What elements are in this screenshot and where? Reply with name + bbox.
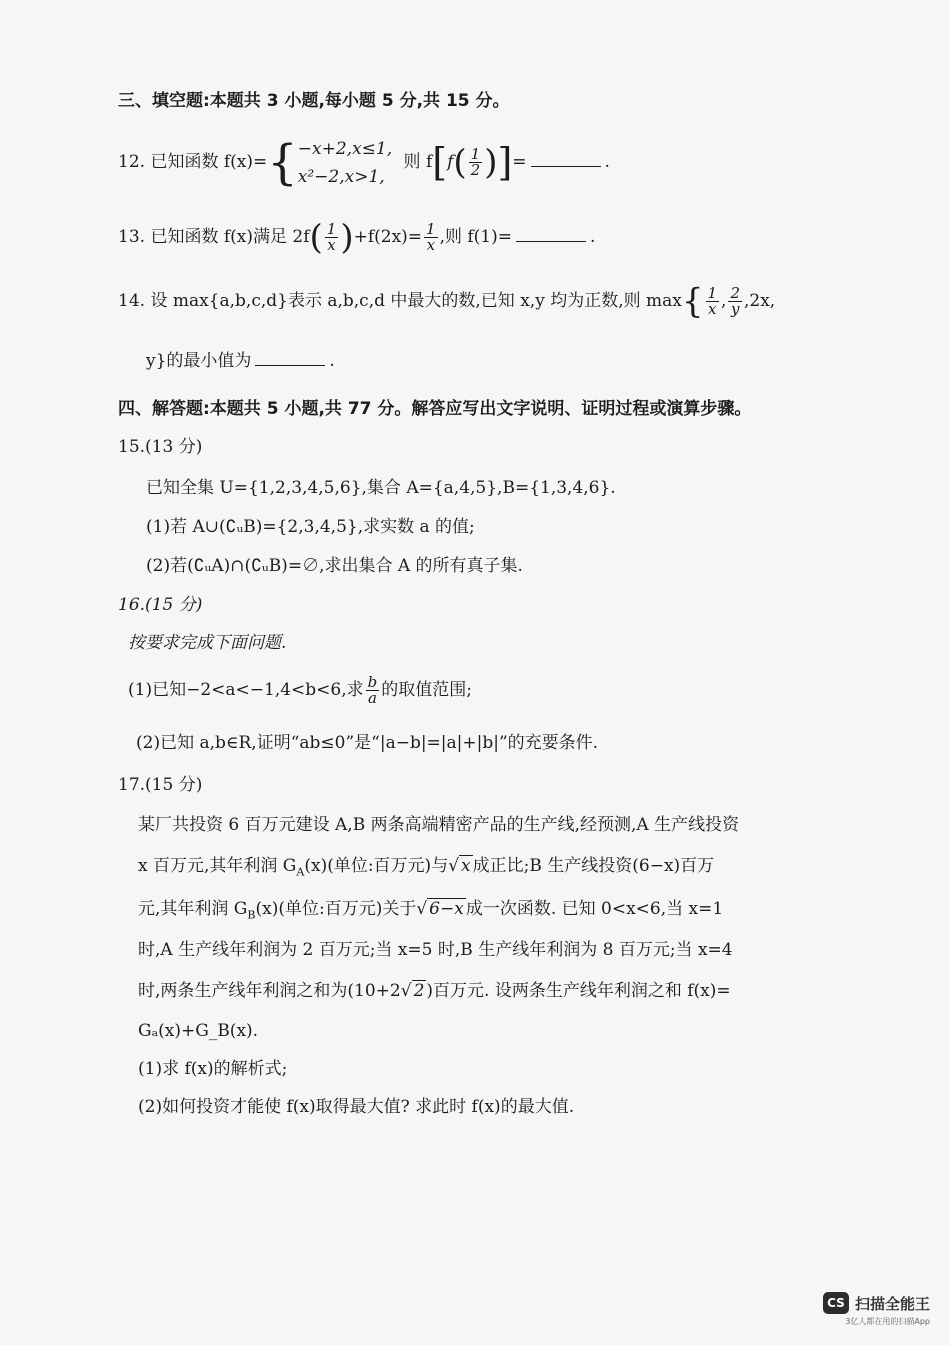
section4-heading: 四、解答题:本题共 5 小题,共 77 分。解答应写出文字说明、证明过程或演算步骤。 bbox=[118, 399, 752, 419]
q13-suffix: ,则 f(1)= bbox=[439, 227, 513, 247]
q12-answer-blank[interactable] bbox=[531, 150, 601, 167]
q15-part1: (1)若 A∪(∁ᵤB)={2,3,4,5},求实数 a 的值; bbox=[146, 517, 475, 537]
watermark-name: 扫描全能王 bbox=[854, 1294, 930, 1313]
q12-tail: = bbox=[512, 152, 527, 172]
q17-line2: x 百万元,其年利润 $G_A(x)$(单位:百万元)与√ x 成正比;B 生产线投资(6−x)百万 bbox=[138, 856, 715, 879]
q14-answer-blank[interactable] bbox=[255, 349, 325, 366]
q17-part1: (1)求 f(x)的解析式; bbox=[138, 1059, 288, 1079]
q12-piece1: −x+2,x≤1, bbox=[297, 138, 393, 159]
camscanner-logo-icon: CS bbox=[823, 1292, 849, 1314]
q14-line2: y}的最小值为 . bbox=[146, 351, 335, 371]
q12-brace: { bbox=[267, 134, 298, 191]
q14-fraction-1: $\frac{1}{x}$ bbox=[707, 284, 718, 318]
q12-inner-f: f bbox=[447, 152, 454, 172]
q17-line4: 时,A 生产线年利润为 2 百万元;当 x=5 时,B 生产线年利润为 8 百万元;当 x=4 bbox=[138, 940, 733, 960]
q14-fraction-2: $\frac{2}{y}$ bbox=[730, 284, 740, 318]
q15-part2: (2)若(∁ᵤA)∩(∁ᵤB)=∅,求出集合 A 的所有真子集. bbox=[146, 556, 523, 576]
watermark-tagline: 3亿人都在用的扫描App bbox=[845, 1317, 930, 1326]
q13-fraction-1: $\frac{1}{x}$ bbox=[326, 220, 337, 254]
q17-line6: Gₐ(x)+G_B(x). bbox=[138, 1021, 259, 1041]
q17-label: 17.(15 分) bbox=[118, 775, 203, 795]
q16-label: 16.(15 分) bbox=[118, 595, 203, 615]
q12-piece2: x²−2,x>1, bbox=[297, 166, 385, 187]
q17-line3: 元,其年利润 $G_B(x)$(单位:百万元)关于√ 6−x 成一次函数. 已知 0<x<6,当 x=1 bbox=[138, 899, 724, 922]
q13-answer-blank[interactable] bbox=[516, 225, 586, 242]
q12-pieces bbox=[298, 135, 392, 191]
scanner-watermark bbox=[823, 1292, 930, 1327]
question-12: 12. 已知函数 f(x)={ −x+2,x≤1, x²−2,x>1, 则 f[f( $\frac{1}{2}$ )]= . bbox=[118, 134, 610, 191]
q17-part2: (2)如何投资才能使 f(x)取得最大值? 求此时 f(x)的最大值. bbox=[138, 1097, 575, 1117]
q13-fraction-2: $\frac{1}{x}$ bbox=[426, 220, 436, 254]
question-14: 14. 设 max{a,b,c,d}表示 a,b,c,d 中最大的数,已知 x,y 均为正数,则 max{ $\frac{1}{x}$ , $\frac{2}{y}$ ,2x, bbox=[118, 281, 776, 322]
q14-prefix: 14. 设 max{a,b,c,d}表示 a,b,c,d 中最大的数,已知 x,y 均为正数,则 max bbox=[118, 291, 682, 311]
q12-mid: 则 f bbox=[403, 152, 433, 172]
q17-line1: 某厂共投资 6 百万元建设 A,B 两条高端精密产品的生产线,经预测,A 生产线投资 bbox=[138, 815, 740, 835]
q16-part1: (1)已知−2<a<−1,4<b<6,求 $\frac{b}{a}$ 的取值范围; bbox=[128, 673, 472, 707]
q12-fraction: $\frac{1}{2}$ bbox=[470, 145, 481, 179]
q13-prefix: 13. 已知函数 f(x)满足 2f bbox=[118, 227, 310, 247]
question-13: 13. 已知函数 f(x)满足 2f( $\frac{1}{x}$ )+f(2x)= $\frac{1}{x}$ ,则 f(1)= . bbox=[118, 217, 596, 258]
q13-middle: +f(2x)= bbox=[353, 227, 423, 247]
q16-intro: 按要求完成下面问题. bbox=[128, 633, 287, 653]
q17-line5: 时,两条生产线年利润之和为(10+2√ 2 )百万元. 设两条生产线年利润之和 f(x)= bbox=[138, 981, 731, 1001]
q16-part2: (2)已知 a,b∈R,证明“ab≤0”是“|a−b|=|a|+|b|”的充要条件. bbox=[136, 733, 599, 753]
q16-fraction: $\frac{b}{a}$ bbox=[367, 673, 378, 707]
section3-heading: 三、填空题:本题共 3 小题,每小题 5 分,共 15 分。 bbox=[118, 91, 510, 111]
q12-prefix: 12. 已知函数 f(x)= bbox=[118, 152, 268, 172]
q14-suffix: ,2x, bbox=[744, 291, 776, 311]
q15-stem: 已知全集 U={1,2,3,4,5,6},集合 A={a,4,5},B={1,3,4,6}. bbox=[146, 478, 616, 498]
q15-label: 15.(13 分) bbox=[118, 437, 203, 457]
